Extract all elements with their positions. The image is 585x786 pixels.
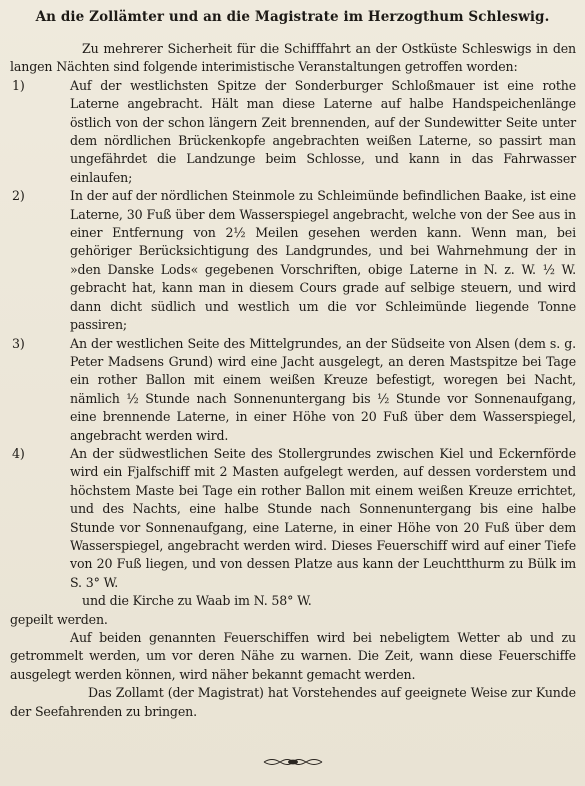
item-number: 1) — [12, 77, 25, 93]
item-text: An der westlichen Seite des Mittelgrundes, an der Südseite von Alsen (dem s. g. Peter Madsens Grund) wird eine Jacht ausgelegt, an deren Mastspitze bei Tage ein rother Ballon mit einem weißen Kreuze befestigt, woregen bei Nacht, nämlich ½ Stunde nach Sonnenuntergang bis ½ Stunde vor Sonnenaufgang, eine brennende Laterne, in einer Höhe von 20 Fuß über dem Wasserspiegel, angebracht werden wird. — [70, 335, 576, 443]
document-body — [10, 40, 576, 721]
item-text: In der auf der nördlichen Steinmole zu Schleimünde befindlichen Baake, ist eine Laterne, 30 Fuß über dem Wasserspiegel angebracht, welche von der See aus in einer Entfernung von 2½ Meilen gesehen werden kann. Wenn man, bei gehöriger Berücksichtigung des Landgrundes, und bei Wahrnehmung der in »den Danske Lods« gegebenen Vorschriften, obige Laterne in N. z. W. ½ W. gebracht hat, kann man in diesem Cours grade auf selbige steuern, und wird dann dicht südlich und westlich um die vor Schleimünde liegende Tonne passiren; — [70, 188, 576, 333]
item-4-end: gepeilt werden. — [10, 611, 108, 627]
closing-paragraph: Das Zollamt (der Magistrat) hat Vorstehendes auf geeignete Weise zur Kunde der Seefahrenden zu bringen. — [10, 685, 576, 719]
page-title: An die Zollämter und an die Magistrate im Herzogthum Schleswig. — [35, 9, 550, 25]
intro-paragraph: Zu mehrerer Sicherheit für die Schifffahrt an der Ostküste Schleswigs in den langen Nächten sind folgende interimistische Veranstaltungen getroffen worden: — [10, 41, 576, 75]
item-number: 2) — [12, 188, 25, 204]
decorative-rule-ornament — [262, 756, 324, 768]
item-number: 3) — [12, 335, 25, 351]
list-item-3 — [10, 335, 576, 445]
list-item-1 — [10, 77, 576, 187]
item-number: 4) — [12, 445, 25, 461]
fog-note-paragraph: Auf beiden genannten Feuerschiffen wird bei nebeligtem Wetter ab und zu getrommelt werden, um vor deren Nähe zu warnen. Die Zeit, wann diese Feuerschiffe ausgelegt werden können, wird näher bekannt gemacht werden. — [10, 630, 576, 682]
item-4-continuation: und die Kirche zu Waab im N. 58° W. — [82, 593, 312, 609]
item-text: An der südwestlichen Seite des Stollergrundes zwischen Kiel und Eckernförde wird ein Fjalfschiff mit 2 Masten aufgelegt werden, auf dessen vorderstem und höchstem Maste bei Tage ein rother Ballon mit einem weißen Kreuze errichtet, und des Nachts, eine halbe Stunde nach Sonnenuntergang bis eine halbe Stunde vor Sonnenaufgang, eine Laterne, in einer Höhe von 20 Fuß über dem Wasserspiegel, angebracht werden wird. Dieses Feuerschiff wird auf einer Tiefe von 20 Fuß liegen, und von dessen Platze aus kann der Leuchtthurm zu Bülk im S. 3° W. — [70, 445, 576, 590]
list-item-2 — [10, 187, 576, 334]
list-item-4 — [10, 445, 576, 592]
item-text: Auf der westlichsten Spitze der Sonderburger Schloßmauer ist eine rothe Laterne angebracht. Hält man diese Laterne auf halbe Handspeichenlänge östlich von der schon längern Zeit brennenden, auf der Sundewitter Seite unter dem nördlichen Brückenkopfe angebrachten weißen Laterne, so passirt man ungefährdet die Landzunge beim Schlosse, und kann in das Fahrwasser einlaufen; — [70, 77, 576, 185]
